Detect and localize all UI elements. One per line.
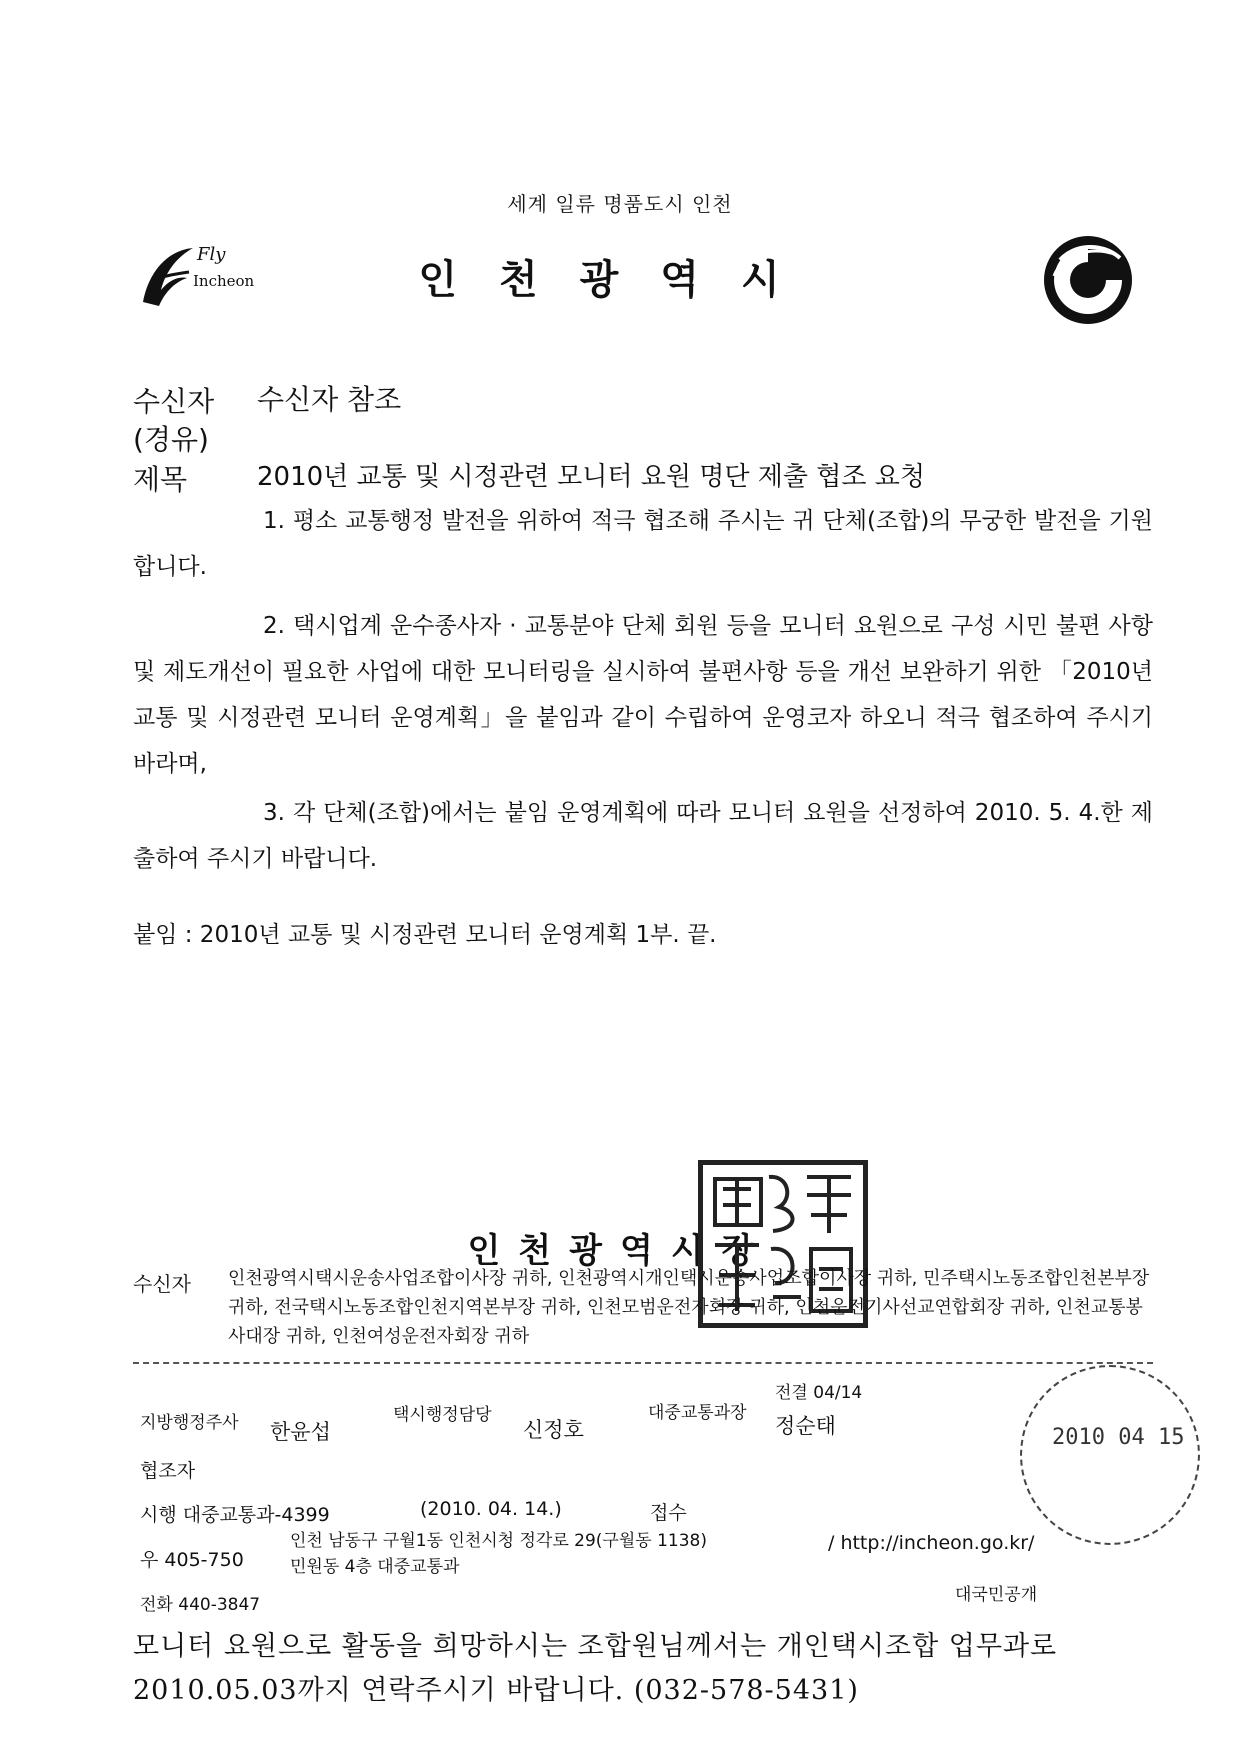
approval-role-2: 택시행정담당 xyxy=(393,1405,492,1425)
enforce-date: (2010. 04. 14.) xyxy=(420,1498,562,1520)
subject-label: 제목 xyxy=(133,463,188,496)
via-label: (경유) xyxy=(133,423,209,456)
attachment-line: 붙임 : 2010년 교통 및 시정관련 모니터 운영계획 1부. 끝. xyxy=(133,922,717,948)
enforce-number: 시행 대중교통과-4399 xyxy=(140,1504,330,1526)
phone-number: 전화 440-3847 xyxy=(140,1595,261,1615)
logo-fly-text: Fly xyxy=(197,244,226,265)
paragraph-2-text: 2. 택시업계 운수종사자 · 교통분야 단체 회원 등을 모니터 요원으로 구성 시민 불편 사항 및 제도개선이 필요한 사업에 대한 모니터링을 실시하여 불편사항 등을 개선 보완하기 위한 「2010년 교통 및 시정관련 모니터 운영계획」을 붙임과 같이 수립하여 운영코자 하오니 적극 협조하여 주시기 바라며, xyxy=(133,613,1153,777)
approval-name-3: 정순태 xyxy=(775,1414,836,1438)
paragraph-2 xyxy=(133,603,1153,787)
cooperator-label: 협조자 xyxy=(140,1460,196,1482)
approval-date-3: 전결 04/14 xyxy=(775,1383,863,1403)
recipient-value: 수신자 참조 xyxy=(257,383,402,416)
recipient-label: 수신자 xyxy=(133,385,215,418)
approval-role-3: 대중교통과장 xyxy=(648,1403,747,1423)
separator-line xyxy=(133,1362,1153,1364)
disclosure-status: 대국민공개 xyxy=(955,1585,1038,1605)
recipients-label: 수신자 xyxy=(133,1272,191,1296)
paragraph-1-text: 1. 평소 교통행정 발전을 위하여 적극 협조해 주시는 귀 단체(조합)의 무궁한 발전을 기원합니다. xyxy=(133,508,1153,580)
subject-value: 2010년 교통 및 시정관련 모니터 요원 명단 제출 협조 요청 xyxy=(257,462,925,492)
logo-incheon-text: Incheon xyxy=(193,272,255,290)
footer-line-2: 2010.05.03까지 연락주시기 바랍니다. (032-578-5431) xyxy=(133,1675,859,1706)
approval-name-1: 한윤섭 xyxy=(270,1420,331,1444)
org-title: 인천광역시 xyxy=(418,257,822,303)
address-line-2: 민원동 4층 대중교통과 xyxy=(290,1557,460,1577)
issuer-name: 인천광역시장 xyxy=(467,1231,773,1271)
receipt-stamp-date: 2010 04 15 xyxy=(1052,1425,1185,1450)
paragraph-3-text: 3. 각 단체(조합)에서는 붙임 운영계획에 따라 모니터 요원을 선정하여 2010. 5. 4.한 제출하여 주시기 바랍니다. xyxy=(133,800,1153,872)
postal-code: 우 405-750 xyxy=(140,1549,244,1571)
slogan: 세계 일류 명품도시 인천 xyxy=(507,192,733,216)
approval-role-1: 지방행정주사 xyxy=(140,1413,239,1433)
receipt-stamp xyxy=(1020,1365,1200,1545)
recipients-text: 인천광역시택시운송사업조합이사장 귀하, 인천광역시개인택시운송사업조합이사장 귀하, 민주택시노동조합인천본부장 귀하, 전국택시노동조합인천지역본부장 귀하, 인천모범운전자회장 귀하, 인천운전기사선교연합회장 귀하, 인천교통봉사대장 귀하, 인천여성운전자회장 귀하 xyxy=(228,1268,1150,1347)
address-line-1: 인천 남동구 구월1동 인천시청 정각로 29(구월동 1138) xyxy=(290,1531,707,1551)
website-url: / http://incheon.go.kr/ xyxy=(828,1532,1035,1554)
incheon-emblem-icon xyxy=(1040,232,1136,328)
paragraph-1 xyxy=(133,498,1153,590)
receipt-label: 접수 xyxy=(650,1502,687,1524)
footer-line-1: 모니터 요원으로 활동을 희망하시는 조합원님께서는 개인택시조합 업무과로 xyxy=(133,1631,1058,1662)
approval-name-2: 신정호 xyxy=(523,1418,584,1442)
paragraph-3 xyxy=(133,790,1153,882)
